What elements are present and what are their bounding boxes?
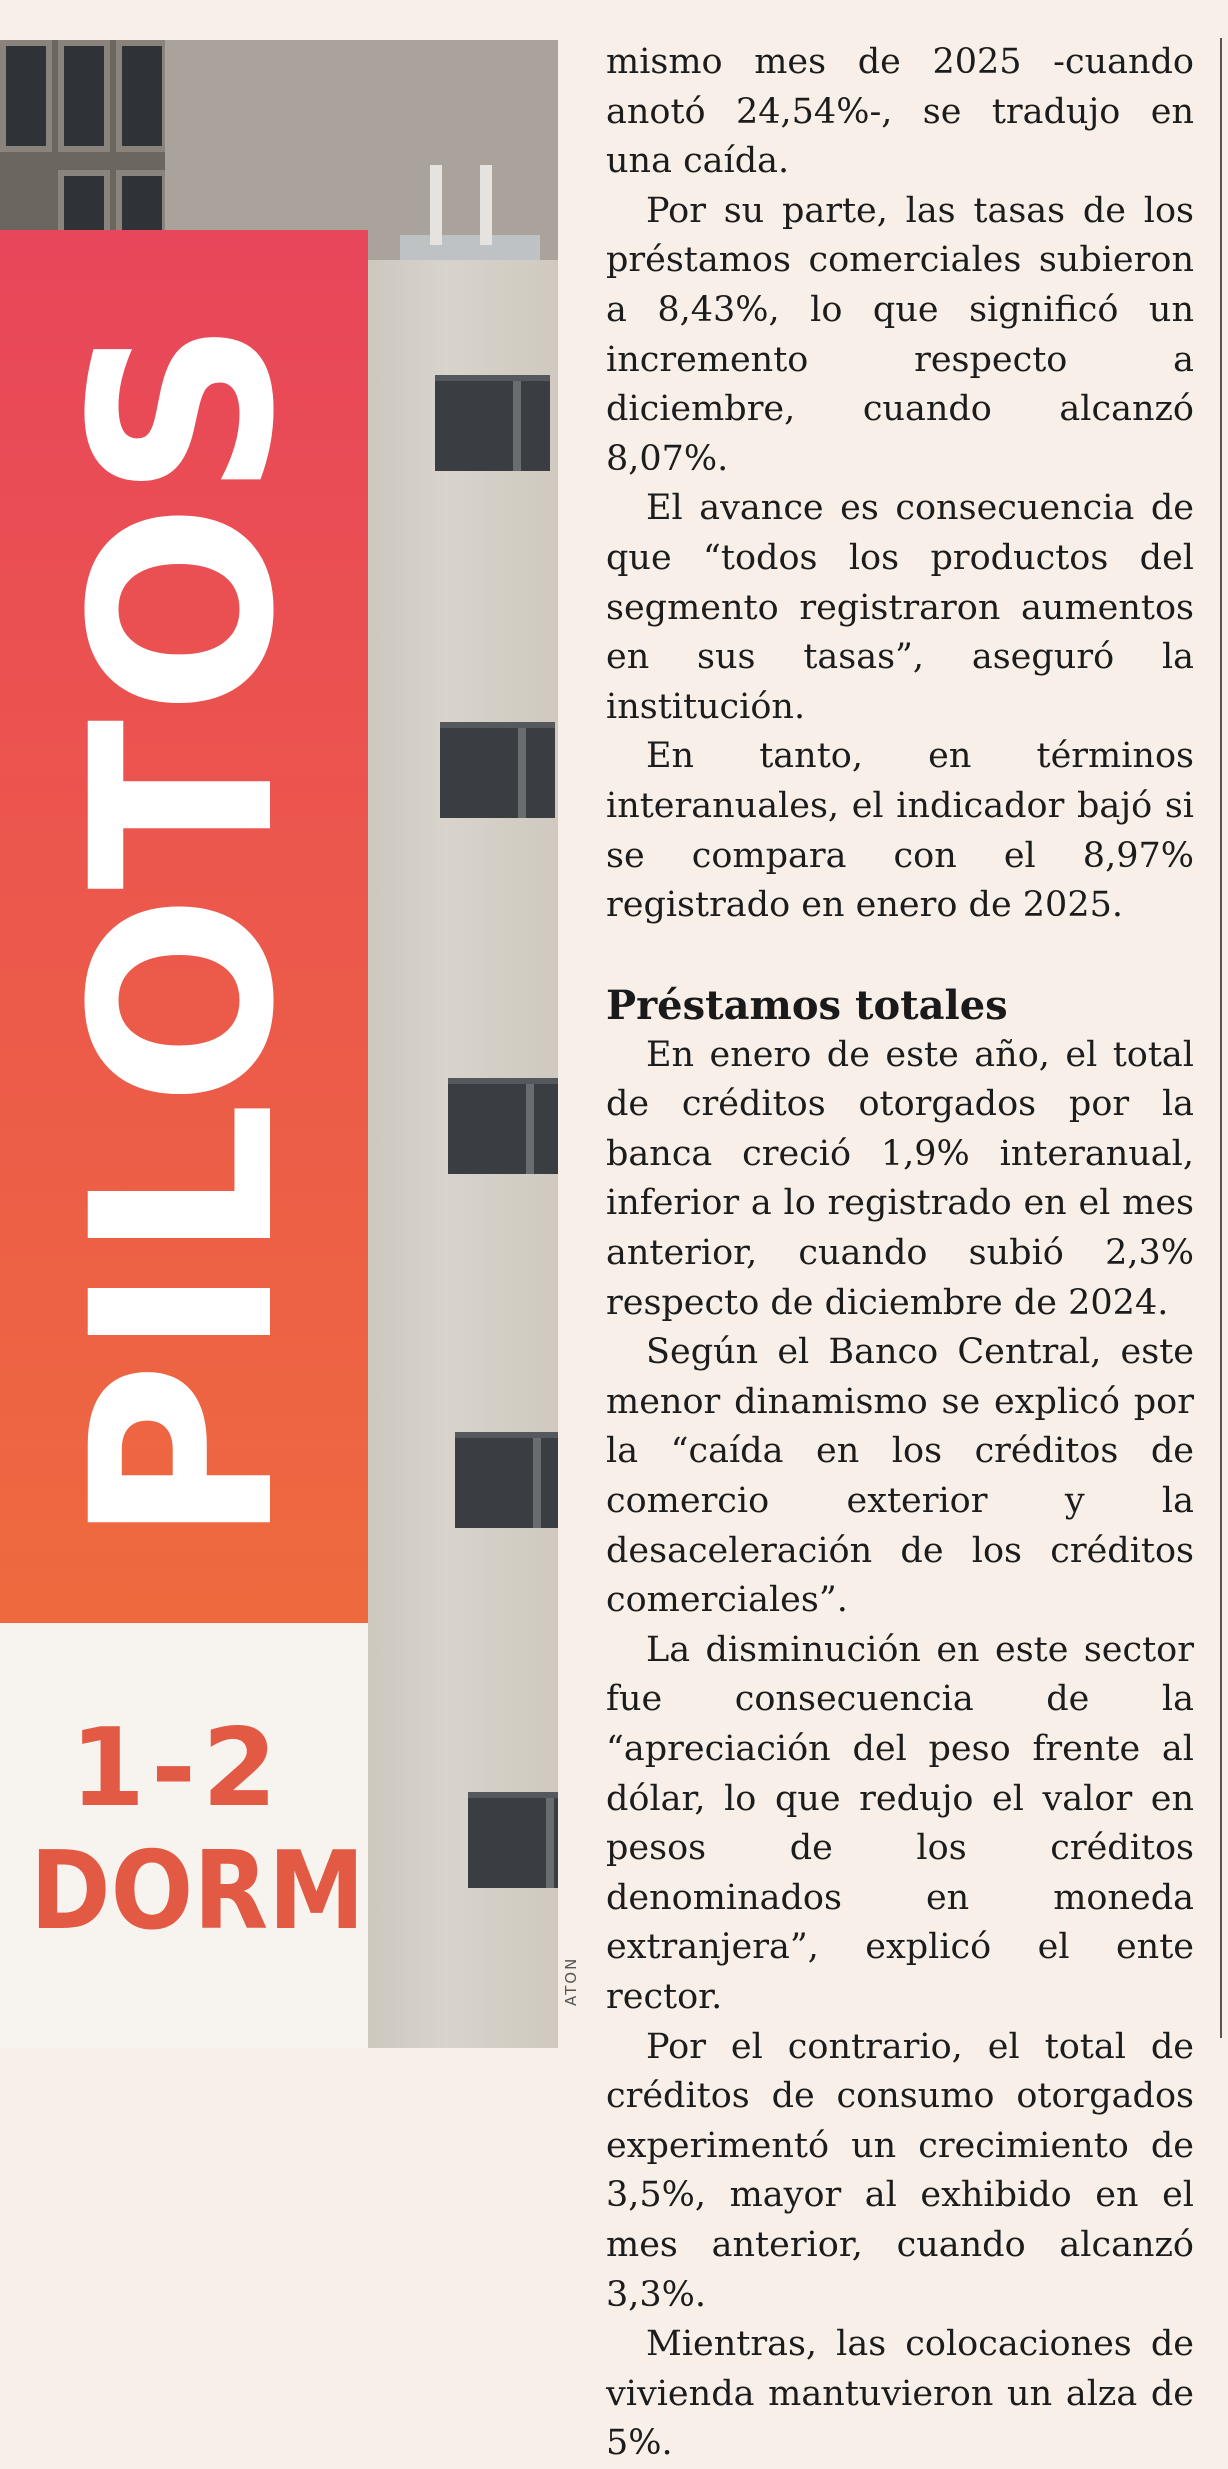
rooftop-pipe <box>430 165 442 245</box>
banner-bedrooms-label: DORM <box>30 1829 365 1954</box>
sales-banner <box>0 230 368 2048</box>
section-heading: Préstamos totales <box>606 981 1008 1029</box>
building-window <box>455 1432 558 1528</box>
article-photo <box>0 40 558 2048</box>
building-window <box>0 40 52 152</box>
article-body <box>606 38 1194 2469</box>
building-window <box>58 40 110 152</box>
building-window <box>440 722 555 818</box>
article-paragraph: La disminución en este sector fue consecuencia de la “apreciación del peso frente al dólar, lo que redujo el valor en pesos de los créditos denominados en moneda extranjera”, explicó el ente rector. <box>606 1629 1194 2017</box>
column-divider <box>1220 38 1222 2038</box>
building-window <box>448 1078 558 1174</box>
article-paragraph: El avance es consecuencia de que “todos los productos del segmento registraron aumentos en sus tasas”, aseguró la institución. <box>606 488 1194 727</box>
banner-red-panel <box>0 230 368 1623</box>
article-paragraph: Mientras, las colocaciones de vivienda mantuvieron un alza de 5%. <box>606 2324 1194 2464</box>
rooftop-pipe <box>480 165 492 245</box>
article-paragraph: En tanto, en términos interanuales, el indicador bajó si se compara con el 8,97% registrado en enero de 2025. <box>606 736 1194 926</box>
article-paragraph: mismo mes de 2025 -cuando anotó 24,54%-, se tradujo en una caída. <box>606 42 1194 182</box>
article-paragraph: Por su parte, las tasas de los préstamos comerciales subieron a 8,43%, lo que significó un incremento respecto a diciembre, cuando alcanzó 8,07%. <box>606 190 1194 479</box>
photo-credit: ATON <box>562 1956 580 2006</box>
article-paragraph: Según el Banco Central, este menor dinamismo se explicó por la “caída en los créditos de comercio exterior y la desaceleración de los créditos comerciales”. <box>606 1332 1194 1621</box>
building-window <box>435 375 550 471</box>
banner-bedrooms-number: 1-2 <box>70 1706 284 1831</box>
article-paragraph: Por el contrario, el total de créditos de consumo otorgados experimentó un crecimiento de 3,5%, mayor al exhibido en el mes anterior, cuando alcanzó 3,3%. <box>606 2026 1194 2315</box>
article-paragraph: En enero de este año, el total de créditos otorgados por la banca creció 1,9% interanual, inferior a lo registrado en el mes anterior, cuando subió 2,3% respecto de diciembre de 2024. <box>606 1034 1194 1323</box>
building-window <box>116 40 168 152</box>
building-upper-floor <box>165 40 558 260</box>
building-window <box>468 1792 558 1888</box>
banner-main-text: PILOTOS <box>38 314 329 1546</box>
